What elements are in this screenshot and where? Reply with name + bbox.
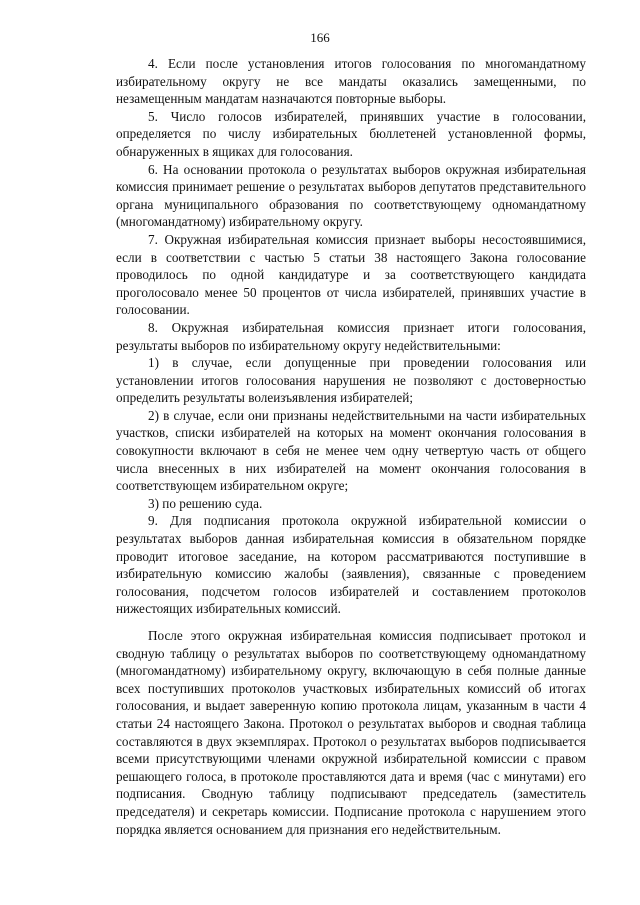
paragraph-subitem-1: 1) в случае, если допущенные при проведении голосования или установлении итогов голосования нарушения не позволяют с достоверностью определить результаты волеизъявления избирателей;	[116, 355, 586, 406]
paragraph-item-7: 7. Окружная избирательная комиссия признает выборы несостоявшимися, если в соответствии с частью 5 статьи 38 настоящего Закона голосование проводилось по одной кандидатуре и за соответствующего кандидата проголосовало менее 50 процентов от числа избирателей, принявших участие в голосовании.	[116, 231, 586, 318]
paragraph-subitem-3: 3) по решению суда.	[148, 495, 263, 511]
paragraph-item-6: 6. На основании протокола о результатах выборов окружная избирательная комиссия принимает решение о результатах выборов депутатов представительного органа муниципального образования по соответствующему одномандатному (многомандатному) избирательному округу.	[116, 161, 586, 230]
document-body	[116, 55, 586, 838]
paragraph-item-4: 4. Если после установления итогов голосования по многомандатному избирательному округу не все мандаты оказались замещенными, по незамещенным мандатам назначаются повторные выборы.	[116, 56, 586, 107]
paragraph-item-8: 8. Окружная избирательная комиссия признает итоги голосования, результаты выборов по избирательному округу недействительными:	[116, 319, 586, 353]
paragraph-item-5: 5. Число голосов избирателей, принявших участие в голосовании, определяется по числу избирательных бюллетеней установленной формы, обнаруженных в ящиках для голосования.	[116, 108, 586, 159]
page-number: 166	[310, 30, 330, 45]
paragraph-item-9: 9. Для подписания протокола окружной избирательной комиссии о результатах выборов данная избирательная комиссия в обязательном порядке проводит итоговое заседание, на котором рассматриваются поступившие в избирательную комиссию жалобы (заявления), связанные с проведением голосования, подсчетом голосов избирателей и составлением протоколов нижестоящих избирательных комиссий.	[116, 513, 586, 617]
paragraph-subitem-2: 2) в случае, если они признаны недействительными на части избирательных участков, списки избирателей на которых на момент окончания голосования в совокупности включают в себя не менее чем одну четвертую часть от общего числа внесенных в них избирателей на момент окончания голосования в соответствующем избирательном округе;	[116, 407, 586, 494]
paragraph-continuation: После этого окружная избирательная комиссия подписывает протокол и сводную таблицу о результатах выборов по соответствующему одномандатному (многомандатному) избирательному округу, включающую в себя полные данные всех поступивших протоколов участковых избирательных комиссий об итогах голосования, и выдает заверенную копию протокола лицам, указанным в части 4 статьи 24 настоящего Закона. Протокол о результатах выборов и сводная таблица составляются в двух экземплярах. Протокол о результатах выборов подписывается всеми присутствующими членами окружной избирательной комиссии с правом решающего голоса, в протоколе проставляются дата и время (час с минутами) его подписания. Сводную таблицу подписывают председатель (заместитель председателя) и секретарь комиссии. Подписание протокола с нарушением этого порядка является основанием для признания его недействительным.	[116, 628, 586, 837]
